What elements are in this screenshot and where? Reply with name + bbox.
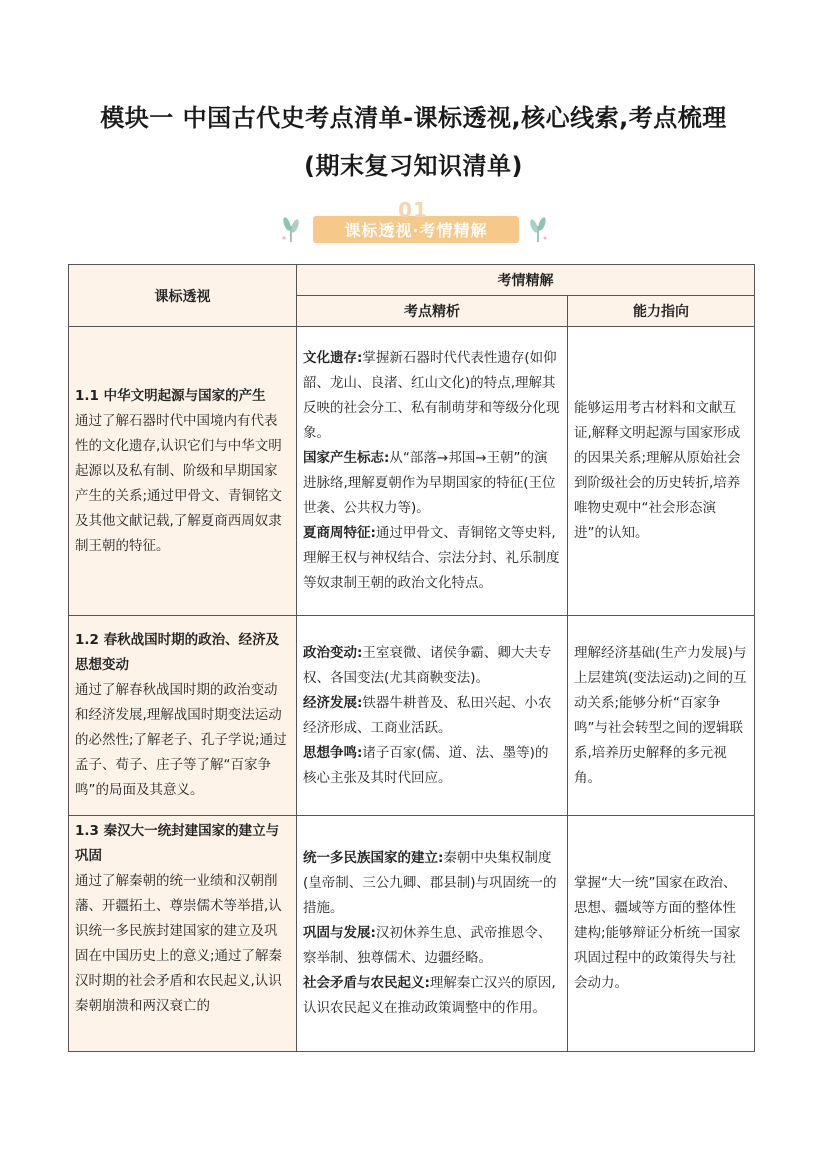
header-points: 考点精析 — [297, 296, 568, 327]
point-item — [303, 691, 561, 741]
point-label: 思想争鸣: — [303, 744, 363, 761]
standard-title: 1.1 中华文明起源与国家的产生 — [75, 387, 266, 404]
point-item — [303, 641, 561, 691]
point-text: 汉初休养生息、武帝推恩令、察举制、独尊儒术、边疆经略。 — [303, 925, 552, 966]
point-item — [303, 446, 561, 521]
point-label: 国家产生标志: — [303, 450, 390, 466]
point-item — [303, 971, 561, 1021]
point-item — [303, 346, 561, 446]
banner-label: 课标透视·考情精解 — [344, 221, 488, 240]
ability-cell: 理解经济基础(生产力发展)与上层建筑(变法运动)之间的互动关系;能够分析“百家争鸣”与社会转型之间的逻辑联系,培养历史解释的多元视角。 — [568, 616, 755, 816]
point-text: 通过甲骨文、青铜铭文等史料,理解王权与神权结合、宗法分封、礼乐制度等奴隶制王朝的政治文化特点。 — [303, 525, 560, 591]
header-ability: 能力指向 — [568, 296, 755, 327]
points-cell — [297, 816, 568, 1052]
page-title: 模块一 中国古代史考点清单-课标透视,核心线索,考点梳理 — [100, 104, 727, 132]
header-analysis-group: 考情精解 — [297, 265, 755, 296]
point-label: 夏商周特征: — [303, 525, 376, 541]
point-text: 从“部落→邦国→王朝”的演进脉络,理解夏朝作为早期国家的特征(王位世袭、公共权力等)。 — [303, 450, 556, 516]
points-cell — [297, 327, 568, 616]
point-item — [303, 846, 561, 921]
standard-cell — [69, 816, 297, 1052]
point-text: 秦朝中央集权制度(皇帝制、三公九卿、郡县制)与巩固统一的措施。 — [303, 850, 557, 916]
standard-title: 1.2 春秋战国时期的政治、经济及思想变动 — [75, 632, 280, 673]
point-text: 理解秦亡汉兴的原因,认识农民起义在推动政策调整中的作用。 — [303, 975, 556, 1016]
point-item — [303, 741, 561, 791]
ability-cell: 掌握“大一统”国家在政治、思想、疆域等方面的整体性建构;能够辩证分析统一国家巩固过程中的政策得失与社会动力。 — [568, 816, 755, 1052]
standard-body: 通过了解石器时代中国境内有代表性的文化遗存,认识它们与中华文明起源以及私有制、阶级和早期国家产生的关系;通过甲骨文、青铜铭文及其他文献记载,了解夏商西周奴隶制王朝的特征。 — [75, 412, 283, 554]
point-item — [303, 521, 561, 596]
header-standard: 课标透视 — [69, 265, 297, 327]
leaf-decoration-icon — [280, 212, 302, 244]
leaf-decoration-icon — [527, 212, 549, 244]
page-subtitle: (期末复习知识清单) — [304, 152, 523, 180]
point-label: 社会矛盾与农民起义: — [303, 975, 430, 991]
table-row — [69, 816, 755, 1052]
point-label: 文化遗存: — [303, 350, 363, 366]
points-cell — [297, 616, 568, 816]
section-banner — [0, 198, 827, 248]
standard-cell — [69, 327, 297, 616]
point-text: 铁器牛耕普及、私田兴起、小农经济形成、工商业活跃。 — [303, 694, 552, 736]
standard-body: 通过了解秦朝的统一业绩和汉朝削藩、开疆拓土、尊崇儒术等举措,认识统一多民族封建国家的建立及巩固在中国历史上的意义;通过了解秦汉时期的社会矛盾和农民起义,认识秦朝崩溃和两汉衰亡的 — [75, 873, 283, 1014]
point-label: 统一多民族国家的建立: — [303, 850, 444, 866]
standard-cell — [69, 616, 297, 816]
point-label: 政治变动: — [303, 644, 363, 661]
point-label: 经济发展: — [303, 694, 363, 711]
ability-cell: 能够运用考古材料和文献互证,解释文明起源与国家形成的因果关系;理解从原始社会到阶级社会的历史转折,培养唯物史观中“社会形态演进”的认知。 — [568, 327, 755, 616]
standard-title: 1.3 秦汉大一统封建国家的建立与巩固 — [75, 823, 280, 864]
standard-body: 通过了解春秋战国时期的政治变动和经济发展,理解战国时期变法运动的必然性;了解老子、孔子学说;通过孟子、荀子、庄子等了解“百家争鸣”的局面及其意义。 — [75, 682, 287, 798]
point-text: 诸子百家(儒、道、法、墨等)的核心主张及其时代回应。 — [303, 744, 549, 786]
point-item — [303, 921, 561, 971]
table-row — [69, 327, 755, 616]
point-label: 巩固与发展: — [303, 925, 376, 941]
knowledge-table — [68, 264, 755, 1052]
banner-number: 01 — [398, 198, 428, 222]
point-text: 王室衰微、诸侯争霸、卿大夫专权、各国变法(尤其商鞅变法)。 — [303, 644, 552, 686]
table-row — [69, 616, 755, 816]
point-text: 掌握新石器时代代表性遗存(如仰韶、龙山、良渚、红山文化)的特点,理解其反映的社会分工、私有制萌芽和等级分化现象。 — [303, 350, 560, 441]
